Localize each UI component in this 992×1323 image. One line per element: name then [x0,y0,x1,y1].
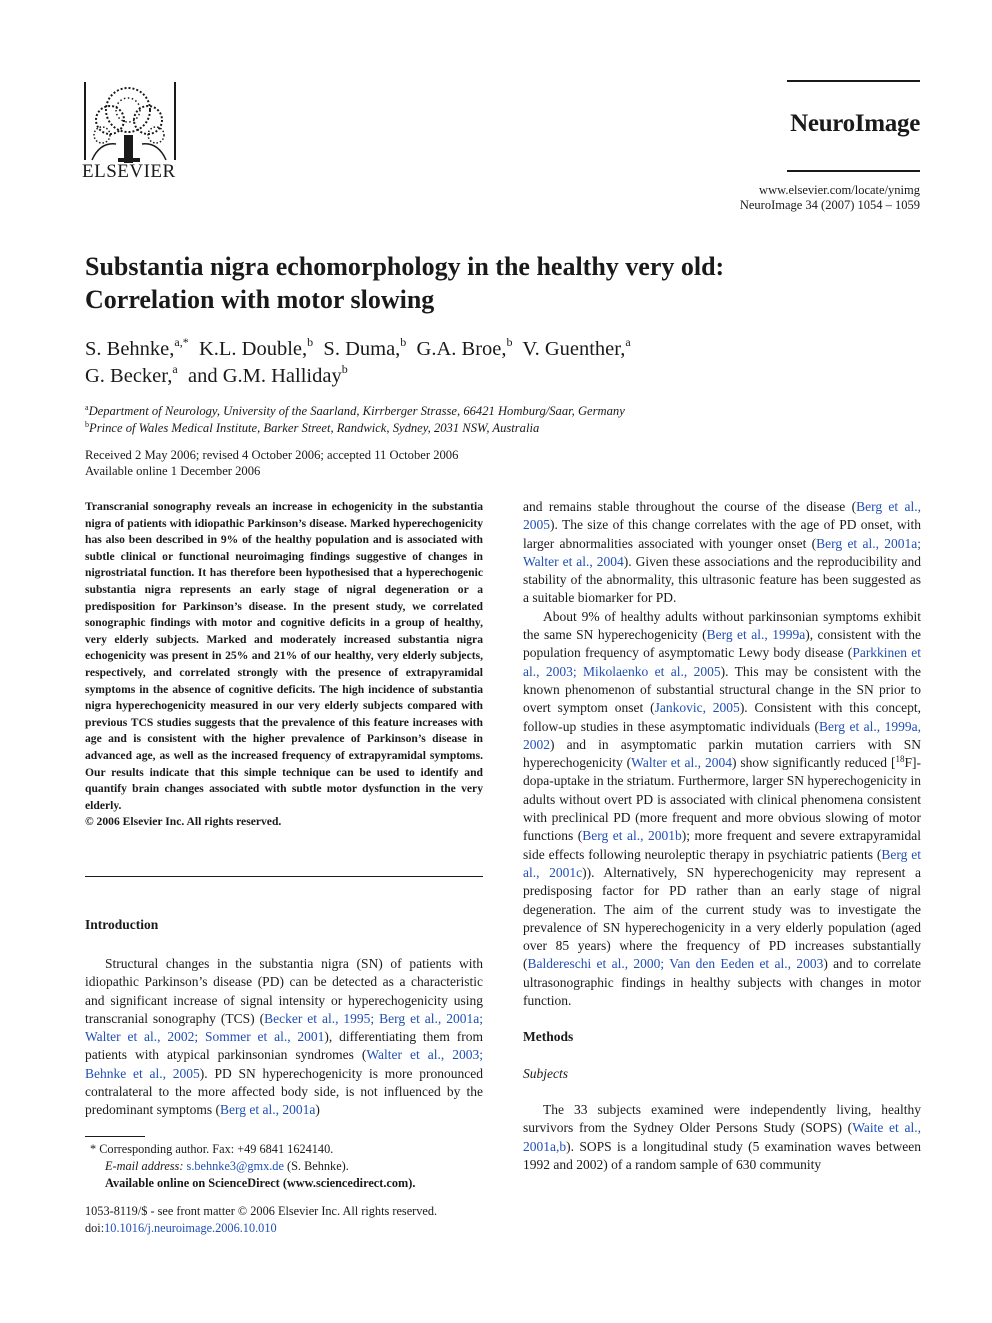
paragraph-text: ); more frequent and severe extrapyramidal side effects following neuroleptic therapy in psychiatric patients ( [523,828,922,862]
isotope-superscript: 18 [895,754,905,765]
citation-link[interactable]: Berg et al., 2001b [582,828,682,844]
paragraph-text: ). The size of this change correlates with the age of PD onset, with larger abnormalities associated with younger onset ( [523,517,921,551]
paragraph-text: ). This may be consistent with the known phenomenon of substantial structural change in the SN prior to overt symptom onset ( [523,663,921,716]
abstract [85,499,483,831]
author-affiliation-mark: b [307,335,314,349]
paragraph-text: ), consistent with the population frequency of asymptomatic Lewy body disease ( [523,627,921,661]
title-line-2: Correlation with motor slowing [85,285,435,314]
paragraph-text: ). Given these associations and the reproducibility and stability of the abnormality, this ultrasonic feature has been suggested as a suitable biomarker for PD. [523,553,921,606]
paragraph-text: ) and in asymptomatic parkin mutation carriers with SN hyperechogenicity ( [523,736,921,771]
paragraph-text: Structural changes in the substantia nigra (SN) of patients with idiopathic Parkinson’s disease (PD) can be detected as a characteristic and significant increase of signal intensity or hyperechogenicity using transcranial sonography (TCS) ( [85,956,483,1026]
citation-link[interactable]: Becker et al., 1995; Berg et al., 2001a; Walter et al., 2002; Sommer et al., 2001 [85,1010,483,1045]
article-title [85,250,905,316]
paragraph-text: The 33 subjects examined were independently living, healthy survivors from the Sydney Older Persons Study (SOPS) ( [523,1101,921,1136]
paragraph-text: About 9% of healthy adults without parkinsonian symptoms exhibit the same SN hyperechogenicity ( [523,608,921,643]
journal-meta [740,183,920,212]
header-rule-bottom [787,170,920,172]
issn-line: 1053-8119/$ - see front matter © 2006 Elsevier Inc. All rights reserved. [85,1204,438,1218]
author-affiliation-mark: b [400,335,407,349]
right-column [523,498,921,1174]
paragraph-text: F]-dopa-uptake in the striatum. Furthermore, larger SN hyperechogenicity in adults without overt PD is associated with clinical phenomena consistent with preclinical PD (more frequent and more obvious slowing of motor functions ( [523,755,922,844]
doi-link[interactable]: 10.1016/j.neuroimage.2006.10.010 [104,1221,277,1235]
received-dates: Received 2 May 2006; revised 4 October 2006; accepted 11 October 2006 [85,448,459,462]
available-online-date: Available online 1 December 2006 [85,464,261,478]
citation-link[interactable]: Baldereschi et al., 2000; Van den Eeden et al., 2003 [527,956,824,972]
citation-link[interactable]: Berg et al., 2001a [220,1102,316,1118]
email-owner: (S. Behnke). [287,1159,349,1173]
sciencedirect-note: Available online on ScienceDirect (www.sciencedirect.com). [105,1176,416,1190]
author-name: S. Behnke, [85,338,175,360]
publisher-wordmark: ELSEVIER [82,161,176,182]
citation-link[interactable]: Walter et al., 2004 [631,755,732,771]
journal-name: NeuroImage [790,110,920,137]
author-name: V. Guenther, [522,338,626,360]
paragraph-text: )). Alternatively, SN hyperechogenicity may represent a predisposing factor for PD rather than an early stage of nigral degeneration. The aim of the current study was to investigate the prevalence of SN hyperechogenicity in a very elderly population (aged over 85 years) where the frequency of PD increases substantially ( [523,864,921,972]
journal-citation: NeuroImage 34 (2007) 1054 – 1059 [739,197,920,212]
section-heading-introduction: Introduction [85,917,159,932]
citation-link[interactable]: Berg et al., 2001a; Walter et al., 2004 [523,535,921,569]
citation-link[interactable]: Berg et al., 2005 [523,499,922,533]
paragraph-text: ) show significantly reduced [ [731,755,896,771]
citation-link[interactable]: Berg et al., 1999a, 2002 [523,718,921,752]
affiliation-mark: b [85,420,89,429]
affiliation-mark: a [85,403,89,412]
abstract-text: Transcranial sonography reveals an increase in echogenicity in the substantia nigra of patients with idiopathic Parkinson’s disease. Marked hyperechogenicity has also been described in 9% of the healthy population and is associated with subtle clinical or functional neuroimaging findings suggestive of changes in nigrostriatal function. It has therefore been hypothesised that a hyperechogenic substantia nigra represents an early stage of nigral degeneration or a predisposition for Parkinson’s disease. In the present study, we correlated sonographic findings with motor and cognitive deficits in a group of healthy, very elderly subjects. Marked and moderately increased substantia nigra echogenicity was present in 25% and 21% of our healthy, very elderly subjects, respectively, and correlated strongly with the presence of extrapyramidal symptoms in the absence of cognitive deficits. The high incidence of substantia nigra hyperechogenicity measured in our very elderly subjects compared with previous TCS studies suggests that the prevalence of this feature increases with age and is consistent with the higher prevalence of Parkinson’s disease in advanced age, as well as the increased frequency of extrapyramidal symptoms. Our results indicate that this simple technique can be used to identify and quantify brain changes associated with subtle motor dysfunction in the very elderly. [85,500,483,812]
paragraph-text: and remains stable throughout the course of the disease ( [523,499,857,514]
paragraph-continued [523,498,921,608]
article-dates [85,447,458,479]
introduction-paragraph [85,955,483,1120]
author-email-link[interactable]: s.behnke3@gmx.de [186,1159,284,1173]
citation-link[interactable]: Jankovic, 2005 [654,700,740,716]
author-list [85,336,905,390]
footnotes [90,1141,490,1192]
copyright-notice: © 2006 Elsevier Inc. All rights reserved. [85,815,282,829]
citation-link[interactable]: Berg et al., 2001c [523,846,921,880]
paragraph-prevalence [523,608,921,1011]
paragraph-text: ). SOPS is a longitudinal study (5 examination waves between 1992 and 2002) of a random sample of 630 community [523,1138,921,1172]
affiliation-a [85,403,625,420]
citation-link[interactable]: Waite et al., 2001a,b [523,1120,921,1154]
paragraph-subjects [523,1101,921,1174]
paragraph-text: ). Consistent with this concept, follow-up studies in these asymptomatic individuals ( [523,700,921,734]
author-affiliation-mark: a,* [174,335,189,349]
doi-label: doi: [85,1221,105,1235]
author-name: G.A. Broe, [416,338,507,360]
section-heading-methods: Methods [523,1029,574,1045]
paragraph-text: ), differentiating them from patients with atypical parkinsonian syndromes ( [85,1029,483,1063]
author-affiliation-mark: b [506,335,513,349]
paragraph-text: ) [315,1102,320,1118]
author-affiliation-mark: b [341,362,348,376]
author-name: and G.M. Halliday [187,365,342,387]
paragraph-text: ). PD SN hyperechogenicity is more pronounced contralateral to the more affected body side, is not influenced by the predominant symptoms ( [85,1065,483,1118]
affiliation-text: Department of Neurology, University of the Saarland, Kirrberger Strasse, 66421 Homburg/Saar, Germany [88,404,625,418]
corresponding-author-note: * Corresponding author. Fax: +49 6841 1624140. [90,1142,334,1156]
footnote-divider [85,1136,145,1137]
doi-line [85,1220,277,1237]
citation-link[interactable]: Berg et al., 1999a [706,627,806,643]
author-affiliation-mark: a [625,335,631,349]
citation-link[interactable]: Parkkinen et al., 2003; Mikolaenko et al., 2005 [523,645,921,679]
author-name: S. Duma, [323,338,401,360]
citation-link[interactable]: Walter et al., 2003; Behnke et al., 2005 [85,1047,483,1081]
title-line-1: Substantia nigra echomorphology in the healthy very old: [85,252,725,281]
author-name: K.L. Double, [198,338,308,360]
abstract-divider [85,876,483,877]
affiliation-b [85,420,539,437]
subsection-heading-subjects: Subjects [523,1065,568,1081]
author-affiliation-mark: a [172,362,178,376]
paragraph-text: ) and to correlate ultrasonographic findings in healthy subjects with changes in motor function. [523,956,921,1009]
author-name: G. Becker, [85,365,173,387]
journal-url[interactable]: www.elsevier.com/locate/ynimg [759,183,920,197]
email-label: E-mail address: [105,1159,184,1173]
affiliation-text: Prince of Wales Medical Institute, Barker Street, Randwick, Sydney, 2031 NSW, Australia [89,421,540,435]
header-rule-top [787,80,920,82]
